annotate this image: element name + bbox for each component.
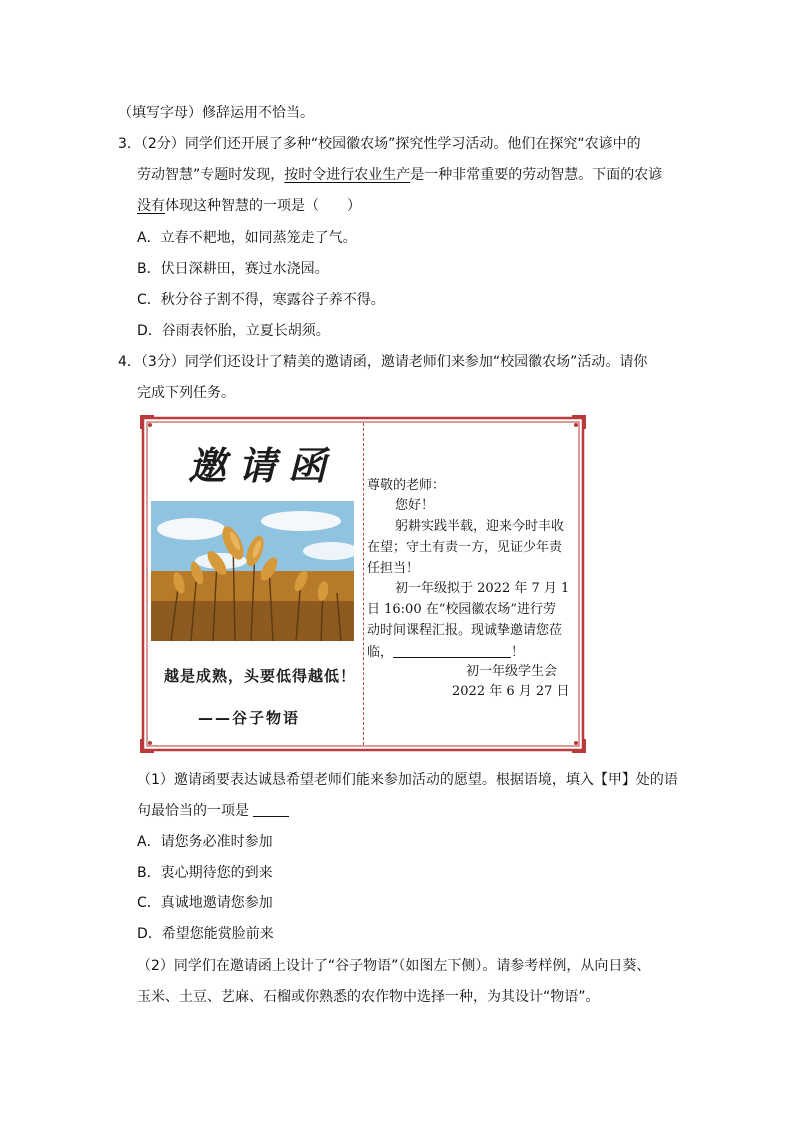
- letter-body1-line3: 任担当！: [367, 561, 420, 576]
- sub1-stem-text2: 句最恰当的一项是: [137, 803, 249, 819]
- q4-stem-line1: [118, 352, 647, 372]
- letter-body2-line4: [367, 643, 524, 662]
- q3-option-b[interactable]: B．伏日深耕田，赛过水浇园。: [137, 261, 329, 277]
- q3-underlined-phrase: 按时令进行农业生产: [284, 167, 411, 183]
- slogan-text: 越是成熟，头要低得越低！: [164, 667, 357, 685]
- letter-greeting: 尊敬的老师：: [367, 478, 446, 493]
- q3-stem-line2: [137, 165, 662, 185]
- letter-body1-line1: 躬耕实践半载，迎来今时丰收: [395, 519, 565, 534]
- rice-field-image: [151, 501, 354, 641]
- sub1-answer-blank[interactable]: [253, 802, 289, 817]
- card-divider: [363, 423, 364, 745]
- q4-stem-line2: 完成下列任务。: [137, 385, 235, 401]
- letter-hello: 您好！: [395, 498, 435, 513]
- q3-stem-text2b: 是一种非常重要的劳动智慧。下面的农谚: [410, 167, 663, 183]
- sub1-option-a[interactable]: A．请您务必准时参加: [137, 834, 273, 850]
- invitation-title: 邀请函: [188, 443, 339, 488]
- letter-body1-line2: 在望；守土有责一方，见证少年责: [367, 540, 563, 555]
- sub1-option-c[interactable]: C．真诚地邀请您参加: [137, 895, 273, 911]
- sub2-stem-line1: （2）同学们在邀请函上设计了“谷子物语”（如图左下侧）。请参考样例，从向日葵、: [137, 958, 651, 974]
- q3-stem-text1: 同学们还开展了多种“校园徽农场”探究性学习活动。他们在探究“农谚中的: [184, 136, 641, 152]
- q3-option-a[interactable]: A．立春不耙地，如同蒸笼走了气。: [137, 230, 357, 246]
- q3-stem-line1: [118, 134, 641, 154]
- invitation-card: [140, 415, 586, 753]
- q3-underlined-negation: 没有: [137, 198, 165, 214]
- q3-score: （2分）: [140, 136, 185, 152]
- q3-option-c[interactable]: C．秋分谷子割不得，寒露谷子养不得。: [137, 292, 385, 308]
- letter-body2-line1: 初一年级拟于 2022 年 7 月 1: [395, 581, 570, 596]
- slogan-signature: ——谷子物语: [198, 709, 301, 727]
- q3-option-d[interactable]: D．谷雨表怀胎，立夏长胡须。: [137, 323, 330, 339]
- letter-body2-line2: 日 16:00 在“校园徽农场”进行劳: [367, 602, 557, 617]
- q3-stem-text2a: 劳动智慧”专题时发现，: [137, 167, 285, 183]
- letter-body2-line4-text: 临，: [367, 645, 394, 660]
- q4-score: （3分）: [140, 354, 185, 370]
- q3-stem-line3: [137, 196, 361, 216]
- intro-line: （填写字母）修辞运用不恰当。: [118, 105, 314, 121]
- letter-date: 2022 年 6 月 27 日: [452, 684, 570, 699]
- jia-blank[interactable]: [393, 643, 511, 658]
- sub1-option-d[interactable]: D．希望您能赏脸前来: [137, 926, 274, 942]
- sub1-stem-line1: （1）邀请函要表达诚恳希望老师们能来参加活动的愿望。根据语境，填入【甲】处的语: [137, 772, 678, 788]
- letter-exclaim: ！: [511, 645, 525, 660]
- sub1-stem-line2: [137, 801, 289, 821]
- q3-number: 3．: [118, 136, 141, 152]
- q4-number: 4．: [118, 354, 141, 370]
- letter-body2-line3: 动时间课程汇报。现诚挚邀请您莅: [367, 623, 563, 638]
- letter-sender: 初一年级学生会: [466, 664, 558, 679]
- q3-stem-text3: 体现这种智慧的一项是（ ）: [165, 198, 361, 214]
- q4-stem-text1: 同学们还设计了精美的邀请函，邀请老师们来参加“校园徽农场”活动。请你: [184, 354, 648, 370]
- sub1-option-b[interactable]: B．衷心期待您的到来: [137, 865, 273, 881]
- sub2-stem-line2: 玉米、土豆、艺麻、石榴或你熟悉的农作物中选择一种，为其设计“物语”。: [137, 989, 600, 1005]
